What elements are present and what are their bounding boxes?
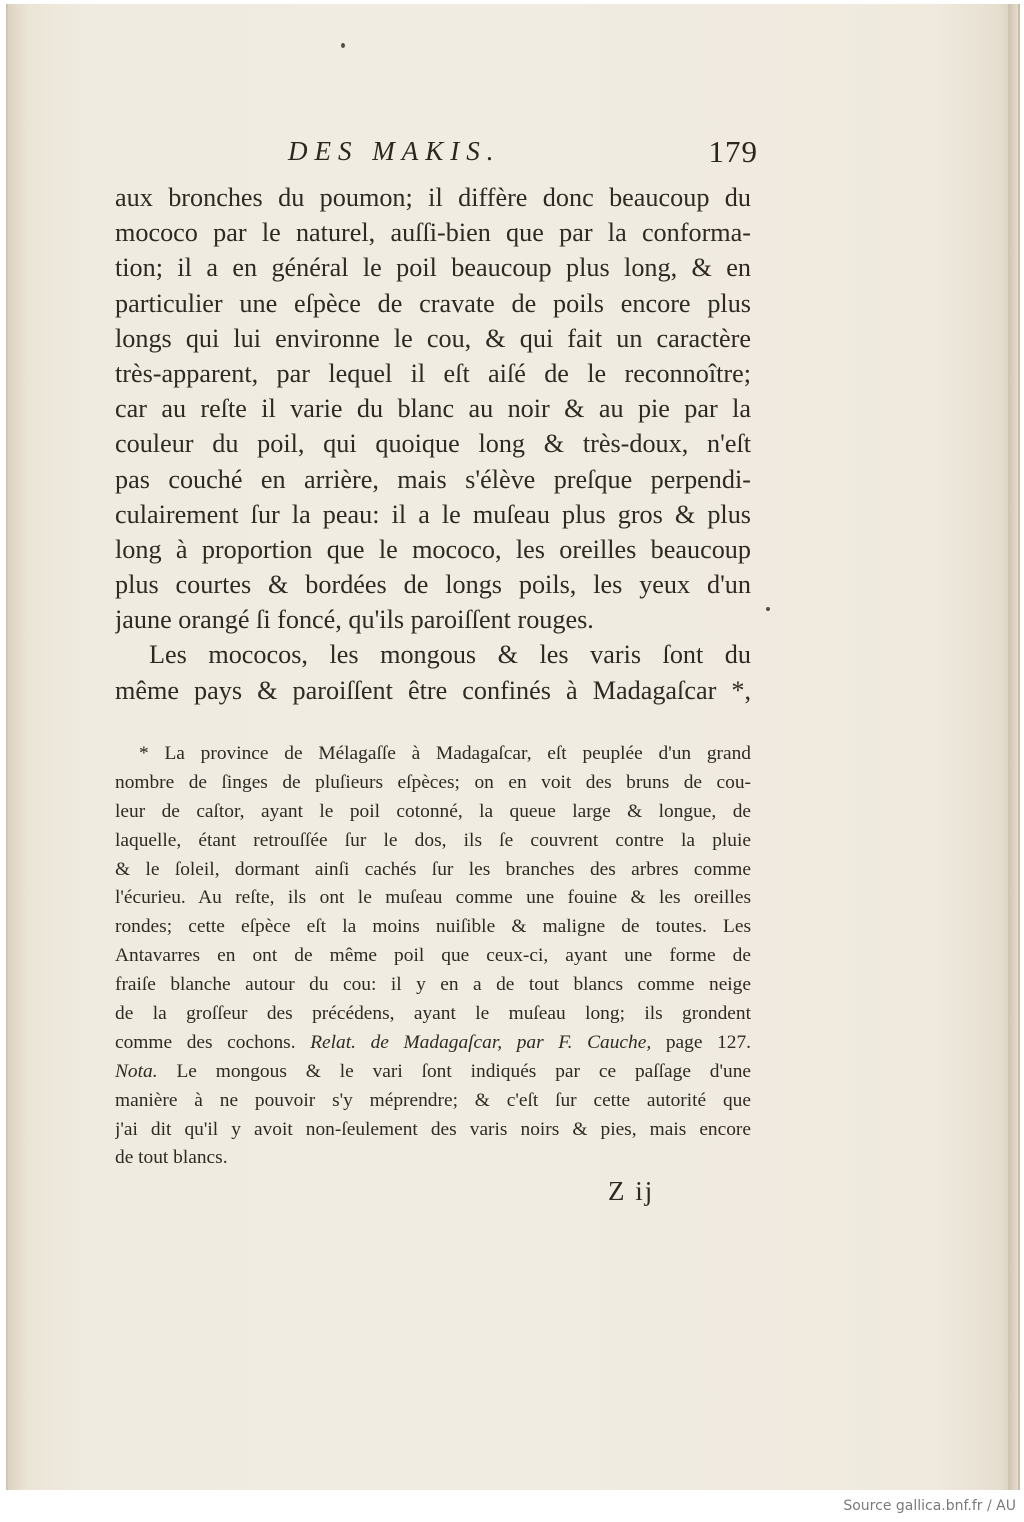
body-line: particulier une eſpèce de cravate de poils encore plus <box>115 288 751 318</box>
citation-prefix: comme des cochons. <box>115 1031 311 1053</box>
footnote-line: & le ſoleil, dormant ainſi cachés ſur les branches des arbres comme <box>115 858 751 880</box>
body-line: long à proportion que le mococo, les oreilles beaucoup <box>115 534 751 564</box>
page-number: 179 <box>708 134 758 169</box>
footnote-line: laquelle, étant retrouſſée ſur le dos, ils ſe couvrent contre la pluie <box>115 829 751 851</box>
body-line: longs qui lui environne le cou, & qui fait un caractère <box>115 323 751 353</box>
nota-text: Le mongous & le vari ſont indiqués par ce paſſage d'une <box>157 1060 751 1082</box>
footnote-line: nombre de ſinges de pluſieurs eſpèces; on en voit des bruns de cou- <box>115 771 751 793</box>
footnote-citation-line <box>115 1029 751 1058</box>
body-line: pas couché en arrière, mais s'élève preſque perpendi- <box>115 464 751 494</box>
body-line: couleur du poil, qui quoique long & très-doux, n'eſt <box>115 429 751 459</box>
footnote-nota-line <box>115 1058 751 1087</box>
footnote-line: leur de caſtor, ayant le poil cotonné, la queue large & longue, de <box>115 800 751 822</box>
body-line: aux bronches du poumon; il diffère donc beaucoup du <box>115 183 751 212</box>
body-line: mococo par le naturel, auſſi-bien que par la conforma- <box>115 218 751 248</box>
citation-title: Relat. de Madagaſcar, par F. Cauche, <box>310 1031 652 1053</box>
footnote-line: de la groſſeur des précédens, ayant le muſeau long; ils grondent <box>115 1003 751 1025</box>
footnote-line: * La province de Mélagaſſe à Madagaſcar, eſt peuplée d'un grand <box>139 743 751 764</box>
running-title: DES MAKIS. <box>288 136 501 166</box>
body-line: car au reſte il varie du blanc au noir & au pie par la <box>115 394 751 424</box>
running-header <box>140 136 758 180</box>
body-line: jaune orangé ſi foncé, qu'ils paroiſſent rouges. <box>115 605 594 635</box>
nota-label: Nota. <box>115 1060 158 1082</box>
footnote <box>115 740 751 1173</box>
signature-mark: Z ij <box>608 1176 655 1206</box>
ink-speck <box>341 43 345 48</box>
page-edge <box>1008 4 1018 1490</box>
citation-page: page 127. <box>651 1031 751 1053</box>
ink-speck <box>766 607 770 611</box>
body-line: même pays & paroiſſent être confinés à Madagaſcar *, <box>115 675 751 705</box>
footnote-line: fraiſe blanche autour du cou: il y en a de tout blancs comme neige <box>115 974 751 996</box>
footnote-line: Antavarres en ont de même poil que ceux-ci, ayant une forme de <box>115 945 751 967</box>
body-text <box>115 180 751 708</box>
footnote-line: j'ai dit qu'il y avoit non-ſeulement des varis noirs & pies, mais encore <box>115 1118 751 1140</box>
source-credit: Source gallica.bnf.fr / AU <box>843 1498 1016 1514</box>
body-line: très-apparent, par lequel il eſt aiſé de le reconnoître; <box>115 358 751 388</box>
footnote-line: manière à ne pouvoir s'y méprendre; & c'eſt ſur cette autorité que <box>115 1089 751 1111</box>
body-line: Les mococos, les mongous & les varis ſont du <box>149 640 751 670</box>
footnote-line: rondes; cette eſpèce eſt la moins nuiſible & maligne de toutes. Les <box>115 916 751 938</box>
body-line: tion; il a en général le poil beaucoup plus long, & en <box>115 253 751 283</box>
body-line: culairement ſur la peau: il a le muſeau plus gros & plus <box>115 499 751 529</box>
footnote-line: de tout blancs. <box>115 1147 228 1169</box>
footnote-line: l'écurieu. Au reſte, ils ont le muſeau comme une fouine & les oreilles <box>115 887 751 909</box>
body-line: plus courtes & bordées de longs poils, les yeux d'un <box>115 570 751 600</box>
